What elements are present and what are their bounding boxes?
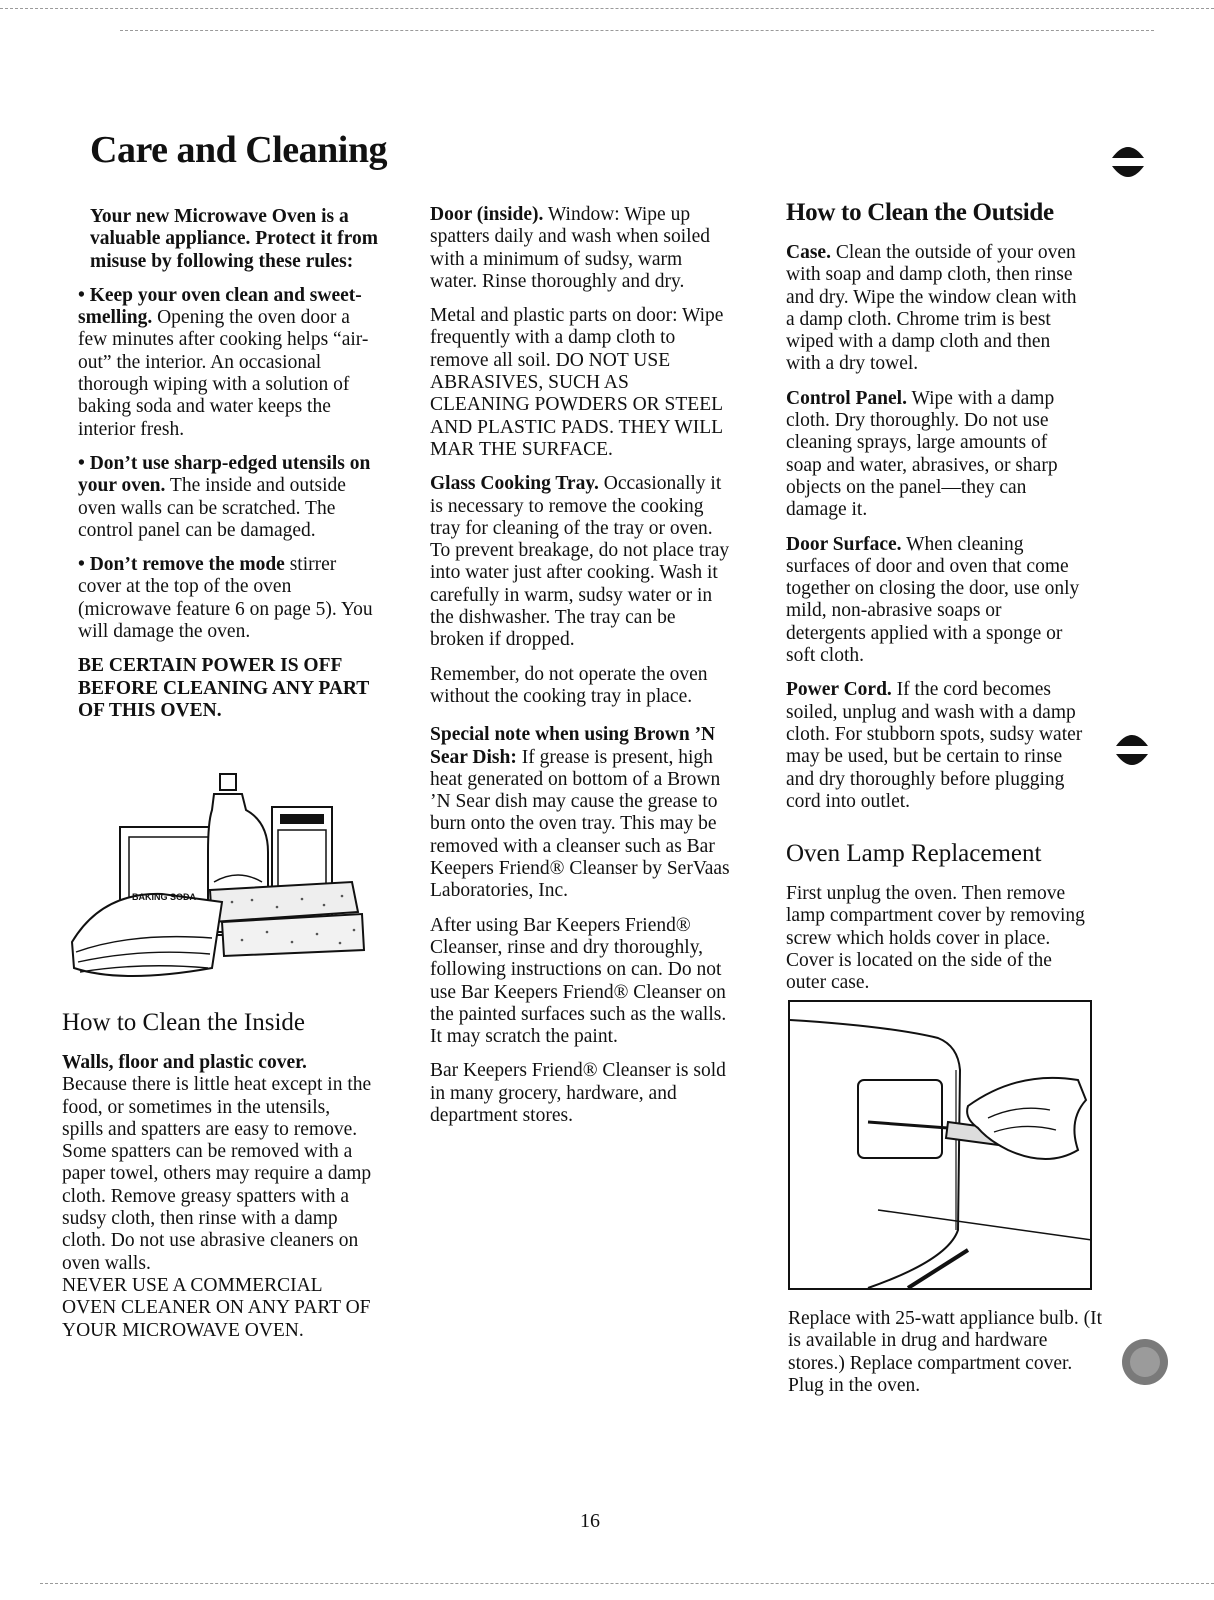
inside-section [62, 1008, 372, 1354]
brown-n-sear-paragraph [430, 724, 732, 902]
lamp-heading: Oven Lamp Replacement [786, 840, 1042, 868]
door-surface-lead: Door Surface. [786, 533, 902, 555]
case-paragraph [786, 242, 1086, 376]
power-cord-paragraph [786, 679, 1086, 813]
baking-soda-label: BAKING SODA [132, 892, 197, 902]
door-inside-lead: Door (inside). [430, 204, 544, 225]
glass-tray-paragraph [430, 473, 732, 651]
walls-text: Because there is little heat except in the food, or sometimes in the utensils, spills and spatters are easy to remove. Some spatters can be removed with a paper towel, others may require a damp cloth. Remove greasy spatters with a sudsy cloth, then rinse with a damp cloth. Do not use abrasive cleaners on oven walls. [62, 1074, 372, 1274]
cleaning-supplies-illustration [62, 772, 372, 992]
scan-artifact-top [0, 8, 1214, 9]
binder-hole-bottom [1120, 1335, 1170, 1389]
left-column [78, 206, 378, 734]
glass-tray-lead: Glass Cooking Tray. [430, 473, 599, 495]
remember-tray-paragraph: Remember, do not operate the oven without the cooking tray in place. [430, 663, 708, 707]
door-inside-text: Window: Wipe up spatters daily and wash when soiled with a minimum of sudsy, warm water. Rinse thoroughly and dry. [430, 204, 710, 292]
page-title: Care and Cleaning [90, 129, 387, 171]
sold-in-stores-paragraph: Bar Keepers Friend® Cleanser is sold in many grocery, hardware, and department stores. [430, 1060, 726, 1126]
rule-no-sharp-utensils [78, 453, 378, 542]
binder-marker-top [1108, 140, 1148, 184]
rule-no-sharp-lead: • Don’t use sharp-edged utensils on your oven. [78, 452, 371, 497]
power-cord-text: If the cord becomes soiled, unplug and wash with a damp cloth. For stubborn spots, sudsy water may be used, but be certain to rinse and dry thoroughly before plugging cord into outlet. [786, 679, 1083, 812]
power-off-warning: BE CERTAIN POWER IS OFF BEFORE CLEANING ANY PART OF THIS OVEN. [78, 655, 369, 721]
outside-heading: How to Clean the Outside [786, 199, 1054, 226]
replace-bulb-paragraph: Replace with 25-watt appliance bulb. (It is available in drug and hardware stores.) Replace compartment cover. Plug in the oven. [788, 1308, 1103, 1396]
door-surface-text: When cleaning surfaces of door and oven that come together on closing the door, use only mild, non-abrasive soaps or detergents applied with a sponge or soft cloth. [786, 533, 1080, 667]
door-surface-paragraph [786, 534, 1086, 668]
power-cord-lead: Power Cord. [786, 679, 892, 701]
door-inside-paragraph [430, 204, 732, 293]
rule-mode-stirrer [78, 554, 378, 643]
control-panel-lead: Control Panel. [786, 387, 907, 409]
control-panel-text: Wipe with a damp cloth. Dry thoroughly. Do not use cleaning sprays, large amounts of soap and water, abrasives, or sharp objects on the panel—they can damage it. [786, 387, 1058, 521]
replace-bulb-section [788, 1308, 1108, 1409]
middle-column [430, 204, 732, 1139]
never-commercial-cleaner: NEVER USE A COMMERCIAL OVEN CLEANER ON ANY PART OF YOUR MICROWAVE OVEN. [62, 1274, 371, 1341]
lamp-instructions: First unplug the oven. Then remove lamp compartment cover by removing screw which holds cover in place. Cover is located on the side of the outer case. [786, 883, 1085, 994]
rule-keep-clean [78, 285, 378, 441]
scan-artifact-top-2 [120, 30, 1154, 31]
control-panel-paragraph [786, 388, 1086, 522]
binder-marker-middle [1112, 728, 1152, 772]
rule-keep-clean-text: Opening the oven door a few minutes after cooking helps “air-out” the interior. An occasional thorough wiping with a solution of baking soda and water keeps the interior fresh. [78, 307, 369, 440]
rule-mode-stirrer-lead: • Don’t remove the mode [78, 554, 285, 576]
brown-n-sear-lead: Special note when using Brown ’N Sear Dish: [430, 724, 716, 768]
walls-paragraph [62, 1052, 372, 1275]
rule-mode-stirrer-text: stirrer cover at the top of the oven (microwave feature 6 on page 5). You will damage the oven. [78, 554, 373, 643]
rule-no-sharp-text: The inside and outside oven walls can be scratched. The control panel can be damaged. [78, 475, 346, 541]
rule-keep-clean-lead: • Keep your oven clean and sweet-smelling. [78, 284, 362, 329]
case-text: Clean the outside of your oven with soap and damp cloth, then rinse and dry. Wipe the window clean with a damp cloth. Chrome trim is best wiped with a damp cloth and then with a dry towel. [786, 242, 1077, 375]
walls-lead: Walls, floor and plastic cover. [62, 1052, 307, 1073]
case-lead: Case. [786, 242, 831, 263]
inside-heading: How to Clean the Inside [62, 1009, 306, 1036]
after-using-paragraph: After using Bar Keepers Friend® Cleanser, rinse and dry thoroughly, following instructions on can. Do not use Bar Keepers Friend® Cleanser on the painted surfaces such as the walls. It may scratch the paint. [430, 914, 727, 1048]
scan-artifact-bottom [40, 1583, 1214, 1584]
page-number: 16 [580, 1510, 600, 1532]
right-column [786, 198, 1086, 1007]
brown-n-sear-text: If grease is present, high heat generated on bottom of a Brown ’N Sear dish may cause the grease to burn onto the oven tray. This may be removed with a cleanser such as Bar Keepers Friend® Cleanser by SerVaas Laboratories, Inc. [430, 746, 730, 902]
intro-paragraph: Your new Microwave Oven is a valuable appliance. Protect it from misuse by following these rules: [90, 206, 378, 272]
metal-plastic-paragraph: Metal and plastic parts on door: Wipe frequently with a damp cloth to remove all soil. DO NOT USE ABRASIVES, SUCH AS CLEANING POWDERS OR STEEL AND PLASTIC PADS. THEY WILL MAR THE SURFACE. [430, 305, 724, 460]
lamp-replacement-illustration [788, 1000, 1092, 1290]
glass-tray-text: Occasionally it is necessary to remove the cooking tray for cleaning of the tray or oven. To prevent breakage, do not place tray into water just after cooking. Wash it carefully in warm, sudsy water or in the dishwasher. The tray can be broken if dropped. [430, 473, 730, 651]
